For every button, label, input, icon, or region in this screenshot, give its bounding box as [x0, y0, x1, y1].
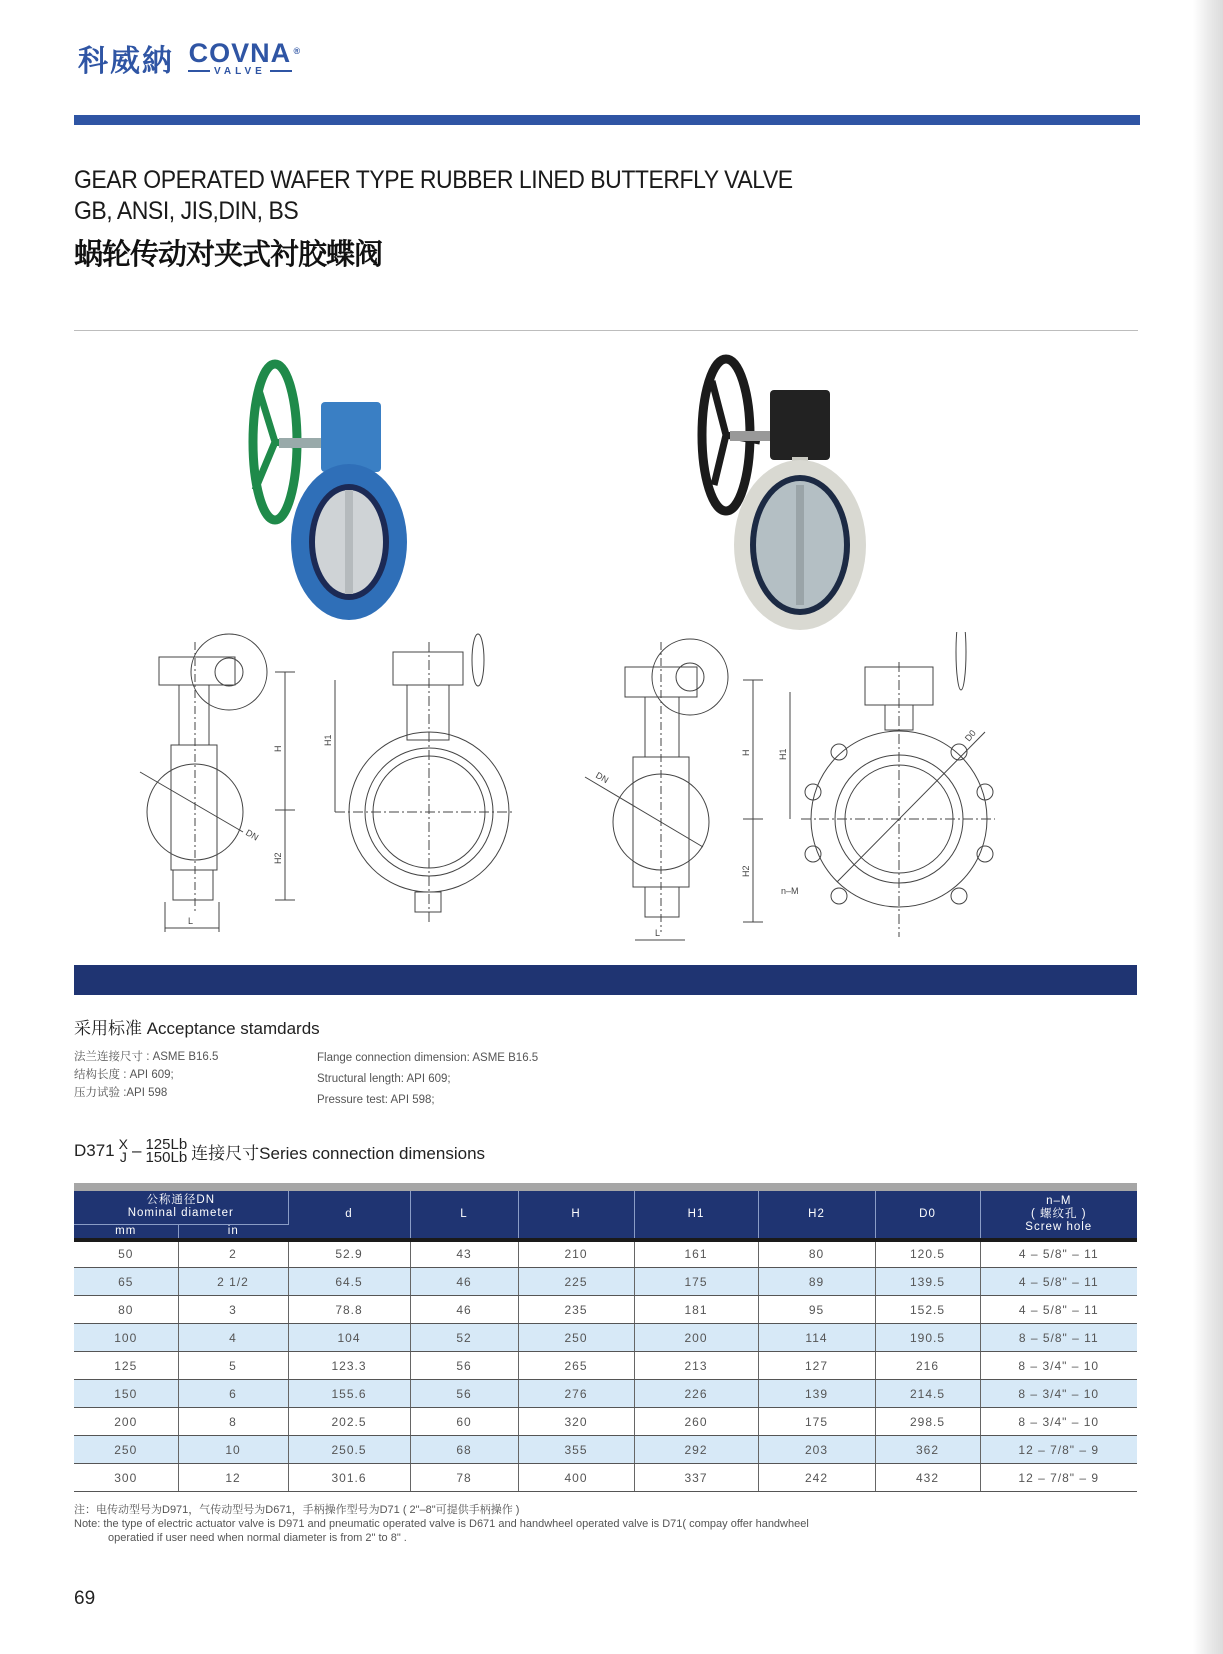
- cell-D0: 139.5: [875, 1268, 980, 1296]
- title-line-2: GB, ANSI, JIS,DIN, BS: [74, 197, 299, 225]
- svg-text:H2: H2: [273, 852, 283, 864]
- cell-D0: 120.5: [875, 1240, 980, 1268]
- cell-mm: 250: [74, 1436, 178, 1464]
- cell-mm: 100: [74, 1324, 178, 1352]
- cell-D0: 216: [875, 1352, 980, 1380]
- header-nM: n–M ( 螺纹孔 ) Screw hole: [980, 1191, 1137, 1240]
- cell-in: 2 1/2: [178, 1268, 288, 1296]
- cell-H1: 260: [634, 1408, 758, 1436]
- cell-d: 202.5: [288, 1408, 410, 1436]
- cell-H: 265: [518, 1352, 634, 1380]
- cell-L: 46: [410, 1296, 518, 1324]
- divider: [74, 330, 1138, 331]
- cell-L: 43: [410, 1240, 518, 1268]
- valve-photo-wafer: [225, 350, 425, 620]
- header-nominal: 公称通径DN Nominal diameter: [74, 1191, 288, 1224]
- cell-D0: 214.5: [875, 1380, 980, 1408]
- cell-H1: 337: [634, 1464, 758, 1492]
- cell-H1: 181: [634, 1296, 758, 1324]
- cell-L: 46: [410, 1268, 518, 1296]
- cell-H1: 213: [634, 1352, 758, 1380]
- cell-in: 8: [178, 1408, 288, 1436]
- cell-nM: 4 – 5/8" – 11: [980, 1296, 1137, 1324]
- logo-english: [184, 37, 302, 77]
- series-label: 连接尺寸Series connection dimensions: [191, 1143, 486, 1163]
- cell-H: 225: [518, 1268, 634, 1296]
- brand-logo: [78, 36, 302, 80]
- table-row: [74, 1296, 1137, 1324]
- acceptance-en-item: Flange connection dimension: ASME B16.5: [317, 1052, 539, 1064]
- cell-H1: 161: [634, 1240, 758, 1268]
- cell-nM: 8 – 3/4" – 10: [980, 1352, 1137, 1380]
- cell-mm: 65: [74, 1268, 178, 1296]
- svg-text:H: H: [273, 745, 283, 752]
- acceptance-title: 采用标准 Acceptance stamdards: [74, 1019, 320, 1038]
- cell-H2: 175: [758, 1408, 875, 1436]
- svg-text:DN: DN: [594, 770, 611, 786]
- header-in: in: [178, 1224, 288, 1240]
- cell-H2: 114: [758, 1324, 875, 1352]
- footnote-en-1: Note: the type of electric actuator valve is D971 and pneumatic operated valve is D671 and handwheel operated valve is D71( compay offer handwheel: [74, 1518, 809, 1530]
- cell-d: 301.6: [288, 1464, 410, 1492]
- footnote-cn: 注：电传动型号为D971，气传动型号为D671，手柄操作型号为D71 ( 2"–8"可提供手柄操作 ): [74, 1504, 520, 1516]
- cell-H2: 203: [758, 1436, 875, 1464]
- acceptance-list-en: [317, 1048, 538, 1111]
- acceptance-list-cn: [74, 1048, 218, 1102]
- series-class-stack: 125Lb 150Lb: [145, 1136, 188, 1166]
- svg-text:H1: H1: [778, 748, 788, 760]
- cell-d: 123.3: [288, 1352, 410, 1380]
- cell-d: 104: [288, 1324, 410, 1352]
- series-dash: –: [131, 1141, 142, 1160]
- header-L: L: [410, 1191, 518, 1240]
- cell-H1: 226: [634, 1380, 758, 1408]
- page-title: [74, 165, 793, 227]
- cell-D0: 432: [875, 1464, 980, 1492]
- table-row: [74, 1464, 1137, 1492]
- table-row: [74, 1436, 1137, 1464]
- cell-H1: 292: [634, 1436, 758, 1464]
- cell-mm: 125: [74, 1352, 178, 1380]
- cell-H: 276: [518, 1380, 634, 1408]
- cell-in: 10: [178, 1436, 288, 1464]
- svg-text:L: L: [188, 916, 194, 926]
- cell-d: 155.6: [288, 1380, 410, 1408]
- cell-D0: 298.5: [875, 1408, 980, 1436]
- cell-in: 12: [178, 1464, 288, 1492]
- series-title: [74, 1138, 485, 1164]
- cell-in: 6: [178, 1380, 288, 1408]
- cell-d: 78.8: [288, 1296, 410, 1324]
- cell-in: 5: [178, 1352, 288, 1380]
- table-row: [74, 1240, 1137, 1268]
- cell-mm: 150: [74, 1380, 178, 1408]
- cell-D0: 362: [875, 1436, 980, 1464]
- cell-nM: 12 – 7/8" – 9: [980, 1464, 1137, 1492]
- footnote: [74, 1503, 809, 1545]
- table-top-strip: [74, 1183, 1137, 1191]
- cell-L: 56: [410, 1352, 518, 1380]
- footnote-en-2: operatied if user need when normal diameter is from 2" to 8" .: [108, 1532, 407, 1544]
- cell-L: 68: [410, 1436, 518, 1464]
- cell-H2: 95: [758, 1296, 875, 1324]
- table-row: [74, 1268, 1137, 1296]
- svg-text:D0: D0: [962, 728, 978, 744]
- cell-L: 60: [410, 1408, 518, 1436]
- page-edge-shadow: [1193, 0, 1223, 1654]
- logo-chinese-name: 科威納: [78, 44, 174, 79]
- cell-nM: 8 – 5/8" – 11: [980, 1324, 1137, 1352]
- svg-text:n–M: n–M: [781, 886, 799, 896]
- cell-d: 64.5: [288, 1268, 410, 1296]
- logo-covna: COVNA ®: [188, 37, 302, 68]
- cell-mm: 300: [74, 1464, 178, 1492]
- page-number: 69: [74, 1588, 96, 1609]
- cell-mm: 80: [74, 1296, 178, 1324]
- cell-in: 3: [178, 1296, 288, 1324]
- title-line-1: GEAR OPERATED WAFER TYPE RUBBER LINED BUTTERFLY VALVE: [74, 166, 793, 194]
- cell-nM: 4 – 5/8" – 11: [980, 1268, 1137, 1296]
- cell-H2: 127: [758, 1352, 875, 1380]
- drawing-wafer-side-front: [135, 632, 530, 937]
- table-row: [74, 1408, 1137, 1436]
- cell-H: 210: [518, 1240, 634, 1268]
- valve-photo-lug: [690, 345, 880, 630]
- cell-D0: 190.5: [875, 1324, 980, 1352]
- dimensions-table: [74, 1191, 1137, 1492]
- cell-H1: 200: [634, 1324, 758, 1352]
- series-prefix: D371: [74, 1141, 115, 1160]
- cell-in: 2: [178, 1240, 288, 1268]
- cell-mm: 200: [74, 1408, 178, 1436]
- cell-H: 400: [518, 1464, 634, 1492]
- header-H2: H2: [758, 1191, 875, 1240]
- cell-nM: 8 – 3/4" – 10: [980, 1408, 1137, 1436]
- header-d: d: [288, 1191, 410, 1240]
- cell-H2: 139: [758, 1380, 875, 1408]
- cell-nM: 8 – 3/4" – 10: [980, 1380, 1137, 1408]
- cell-D0: 152.5: [875, 1296, 980, 1324]
- cell-H: 320: [518, 1408, 634, 1436]
- header-H: H: [518, 1191, 634, 1240]
- header-bar: [74, 115, 1140, 125]
- page-title-cn: 蜗轮传动对夹式衬胶蝶阀: [74, 237, 383, 271]
- section-band: [74, 965, 1137, 995]
- cell-L: 56: [410, 1380, 518, 1408]
- cell-L: 52: [410, 1324, 518, 1352]
- drawing-lug-side-front: [575, 632, 995, 947]
- table-row: [74, 1352, 1137, 1380]
- cell-H2: 242: [758, 1464, 875, 1492]
- table-row: [74, 1380, 1137, 1408]
- cell-d: 250.5: [288, 1436, 410, 1464]
- cell-H2: 89: [758, 1268, 875, 1296]
- svg-text:L: L: [655, 928, 661, 938]
- svg-text:H: H: [741, 749, 751, 756]
- cell-H2: 80: [758, 1240, 875, 1268]
- acceptance-en-item: Structural length: API 609;: [317, 1073, 451, 1085]
- cell-H1: 175: [634, 1268, 758, 1296]
- svg-text:DN: DN: [243, 827, 261, 843]
- svg-text:H1: H1: [323, 734, 333, 746]
- header-H1: H1: [634, 1191, 758, 1240]
- cell-H: 235: [518, 1296, 634, 1324]
- cell-L: 78: [410, 1464, 518, 1492]
- cell-nM: 12 – 7/8" – 9: [980, 1436, 1137, 1464]
- header-D0: D0: [875, 1191, 980, 1240]
- cell-nM: 4 – 5/8" – 11: [980, 1240, 1137, 1268]
- cell-H: 355: [518, 1436, 634, 1464]
- acceptance-cn-item: 法兰连接尺寸 : ASME B16.5: [74, 1051, 219, 1063]
- cell-in: 4: [178, 1324, 288, 1352]
- logo-valve: VALVE: [184, 66, 296, 77]
- cell-d: 52.9: [288, 1240, 410, 1268]
- acceptance-en-item: Pressure test: API 598;: [317, 1094, 435, 1106]
- table-row: [74, 1324, 1137, 1352]
- series-material-stack: X J: [118, 1136, 128, 1165]
- header-mm: mm: [74, 1224, 178, 1240]
- cell-H: 250: [518, 1324, 634, 1352]
- svg-text:H2: H2: [741, 865, 751, 877]
- cell-mm: 50: [74, 1240, 178, 1268]
- acceptance-cn-item: 结构长度 : API 609;: [74, 1069, 174, 1081]
- acceptance-cn-item: 压力试验 :API 598: [74, 1087, 168, 1099]
